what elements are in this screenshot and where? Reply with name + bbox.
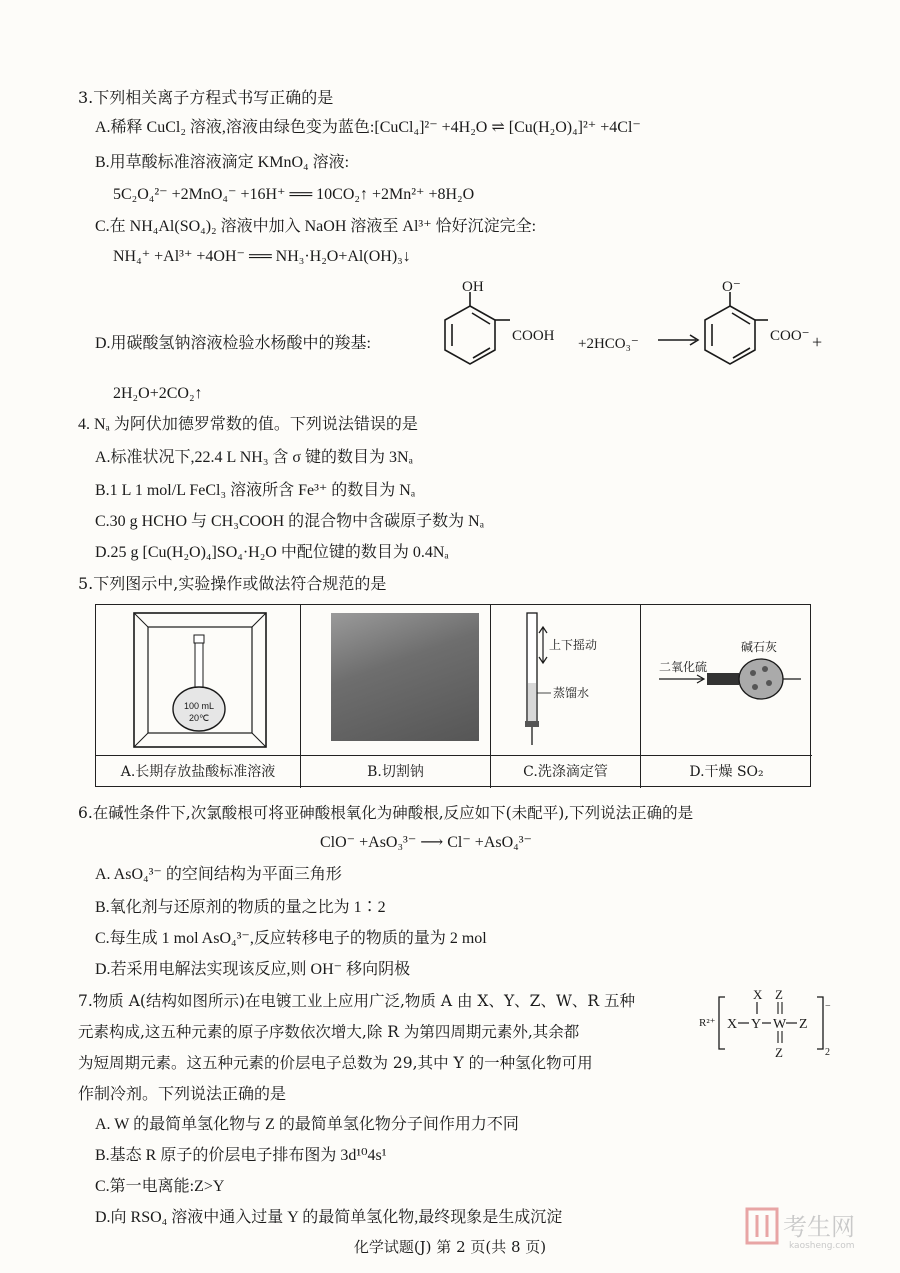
z-atom-right-label: Z <box>799 1017 808 1032</box>
q6-option-d: D.若采用电解法实现该反应,则 OH⁻ 移向阴极 <box>95 961 411 978</box>
cutting-sodium-photo <box>331 613 479 741</box>
q3-option-a: A.稀释 CuCl₂ 溶液,溶液由绿色变为蓝色:[CuCl₄]²⁻ +4H₂O ⇌ [Cu(H₂O)₄]²⁺ +4Cl⁻ <box>95 119 641 136</box>
q4-option-d: D.25 g [Cu(H₂O)₄]SO₄·H₂O 中配位键的数目为 0.4Nₐ <box>95 544 449 561</box>
caption-c: C.洗涤滴定管 <box>491 755 641 788</box>
charge-minus-label: − <box>825 1001 831 1012</box>
q7-stem-line-3: 为短周期元素。这五种元素的价层电子总数为 29,其中 Y 的一种氢化物可用 <box>78 1054 593 1072</box>
q6-stem: 6.在碱性条件下,次氯酸根可将亚砷酸根氧化为砷酸根,反应如下(未配平),下列说法正确的是 <box>78 804 694 822</box>
q3-option-b: B.用草酸标准溶液滴定 KMnO₄ 溶液: <box>95 154 350 171</box>
q7-stem-line-1: 7.物质 A(结构如图所示)在电镀工业上应用广泛,物质 A 由 X、Y、Z、W、R 五种 <box>78 992 635 1010</box>
z-atom-top-label: Z <box>775 987 783 1002</box>
figure-d-drying-tube <box>641 605 812 755</box>
q7-structure-diagram <box>695 985 845 1065</box>
q7-option-d: D.向 RSO₄ 溶液中通入过量 Y 的最简单氢化物,最终现象是生成沉淀 <box>95 1209 563 1226</box>
q7-option-a: A. W 的最简单氢化物与 Z 的最简单氢化物分子间作用力不同 <box>95 1116 519 1133</box>
distilled-water-label: 蒸馏水 <box>553 686 590 700</box>
salicylic-acid-reaction-diagram <box>440 278 823 388</box>
plus-label: + <box>812 332 823 352</box>
x-atom-label: X <box>727 1017 738 1032</box>
q7-stem-line-2: 元素构成,这五种元素的原子序数依次增大,除 R 为第四周期元素外,其余都 <box>78 1023 580 1041</box>
experiment-table <box>95 604 811 787</box>
subscript-two-label: 2 <box>825 1047 830 1058</box>
sulfur-dioxide-label: 二氧化硫 <box>659 660 708 674</box>
x-top-atom-label: X <box>753 987 763 1002</box>
oh-label: OH <box>462 279 484 295</box>
q3-option-d: D.用碳酸氢钠溶液检验水杨酸中的羧基: <box>95 335 372 352</box>
q5-stem: 5.下列图示中,实验操作或做法符合规范的是 <box>78 574 387 593</box>
w-atom-label: W <box>773 1017 787 1032</box>
q6-option-a: A. AsO₄³⁻ 的空间结构为平面三角形 <box>95 866 342 883</box>
watermark-subtext: kaosheng.com <box>789 1241 855 1251</box>
y-atom-label: Y <box>751 1017 762 1032</box>
coo-minus-label: COO⁻ <box>770 328 810 344</box>
q3-option-c: C.在 NH₄Al(SO₄)₂ 溶液中加入 NaOH 溶液至 Al³⁺ 恰好沉淀完全: <box>95 218 537 235</box>
q4-option-a: A.标准状况下,22.4 L NH₃ 含 σ 键的数目为 3Nₐ <box>95 449 413 466</box>
figure-b-cutting-sodium <box>301 605 491 755</box>
r-ion-label: R²⁺ <box>699 1017 716 1029</box>
q7-option-c: C.第一电离能:Z>Y <box>95 1178 225 1195</box>
soda-lime-label: 碱石灰 <box>741 640 778 654</box>
caption-b: B.切割钠 <box>301 755 491 788</box>
o-minus-label: O⁻ <box>722 279 741 295</box>
q4-option-b: B.1 L 1 mol/L FeCl₃ 溶液所含 Fe³⁺ 的数目为 Nₐ <box>95 482 416 499</box>
figure-a-flask-cabinet <box>96 605 301 755</box>
bicarbonate-label: +2HCO₃⁻ <box>578 336 639 352</box>
flask-volume-label: 100 mL <box>183 701 215 711</box>
z-atom-bottom-label: Z <box>775 1045 783 1060</box>
q6-option-b: B.氧化剂与还原剂的物质的量之比为 1∶2 <box>95 899 386 916</box>
q3-option-b-equation: 5C₂O₄²⁻ +2MnO₄⁻ +16H⁺ ══ 10CO₂↑ +2Mn²⁺ +8H₂O <box>113 186 475 203</box>
q4-stem: 4. Nₐ 为阿伏加德罗常数的值。下列说法错误的是 <box>78 416 418 433</box>
watermark-text: 考生网 <box>783 1213 855 1241</box>
watermark-logo <box>745 1203 885 1251</box>
q7-stem-line-4: 作制冷剂。下列说法正确的是 <box>78 1084 287 1103</box>
q3-option-d-tail: 2H₂O+2CO₂↑ <box>113 385 203 402</box>
q6-option-c: C.每生成 1 mol AsO₄³⁻,反应转移电子的物质的量为 2 mol <box>95 930 487 947</box>
caption-d: D.干燥 SO₂ <box>641 755 812 788</box>
q3-stem: 3.下列相关离子方程式书写正确的是 <box>78 88 334 107</box>
q4-option-c: C.30 g HCHO 与 CH₃COOH 的混合物中含碳原子数为 Nₐ <box>95 513 485 530</box>
shake-label: 上下摇动 <box>549 638 598 652</box>
q3-option-c-equation: NH₄⁺ +Al³⁺ +4OH⁻ ══ NH₃·H₂O+Al(OH)₃↓ <box>113 248 411 265</box>
q6-equation: ClO⁻ +AsO₃³⁻ ⟶ Cl⁻ +AsO₄³⁻ <box>320 834 532 851</box>
q7-option-b: B.基态 R 原子的价层电子排布图为 3d¹⁰4s¹ <box>95 1147 387 1164</box>
page-footer: 化学试题(J) 第 2 页(共 8 页) <box>353 1238 547 1256</box>
flask-temperature-label: 20℃ <box>188 713 210 723</box>
cooh-label: COOH <box>512 328 555 344</box>
caption-a: A.长期存放盐酸标准溶液 <box>96 755 301 788</box>
figure-c-burette <box>491 605 641 755</box>
